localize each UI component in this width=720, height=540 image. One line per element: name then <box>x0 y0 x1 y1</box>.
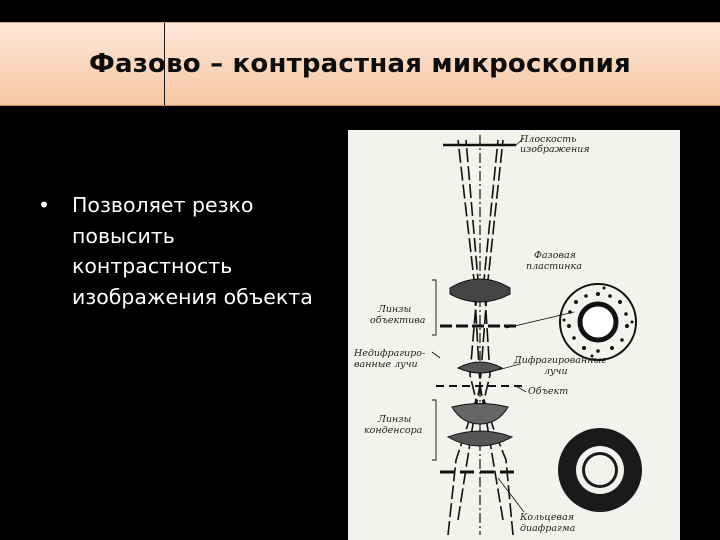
label-image-plane-2: изображения <box>520 144 590 155</box>
bullet-list <box>38 190 338 312</box>
diagram-svg <box>348 130 680 540</box>
label-diffracted-2: лучи <box>544 366 568 377</box>
bullet-text: Позволяет резко повысить контрастность изображения объекта <box>72 193 313 309</box>
label-undiffracted-2: ванные лучи <box>354 359 418 370</box>
objective-lens-small <box>458 362 502 373</box>
label-phase-plate-1: Фазовая <box>534 250 576 261</box>
condenser-bracket <box>432 400 436 460</box>
label-undiffracted-1: Недифрагиро- <box>354 348 426 359</box>
label-annular-1: Кольцевая <box>520 512 575 523</box>
label-image-plane-1: Плоскость <box>520 134 577 145</box>
label-condenser-2: конденсора <box>364 425 423 436</box>
label-object: Объект <box>528 386 569 397</box>
objective-lens-top <box>450 279 510 302</box>
label-objective-2: объектива <box>370 315 426 326</box>
label-annular-2: диафрагма <box>520 523 576 534</box>
objective-bracket <box>432 280 436 335</box>
phase-contrast-diagram <box>348 130 680 540</box>
undiffracted-leader <box>432 352 440 358</box>
condenser-lens-bottom <box>448 431 512 446</box>
phase-plate-illustration <box>560 284 636 360</box>
bullet-item <box>38 190 338 312</box>
title-bar <box>0 22 720 106</box>
slide-title: Фазово – контрастная микроскопия <box>89 49 631 79</box>
label-phase-plate-2: пластинка <box>526 261 582 272</box>
label-diffracted-1: Дифрагированные <box>514 355 607 366</box>
bullet-dot: • <box>38 193 51 217</box>
condenser-lens-top <box>452 404 508 425</box>
label-condenser-1: Линзы <box>378 414 412 425</box>
annular-diaphragm-illustration <box>558 428 642 512</box>
label-objective-1: Линзы <box>378 304 412 315</box>
